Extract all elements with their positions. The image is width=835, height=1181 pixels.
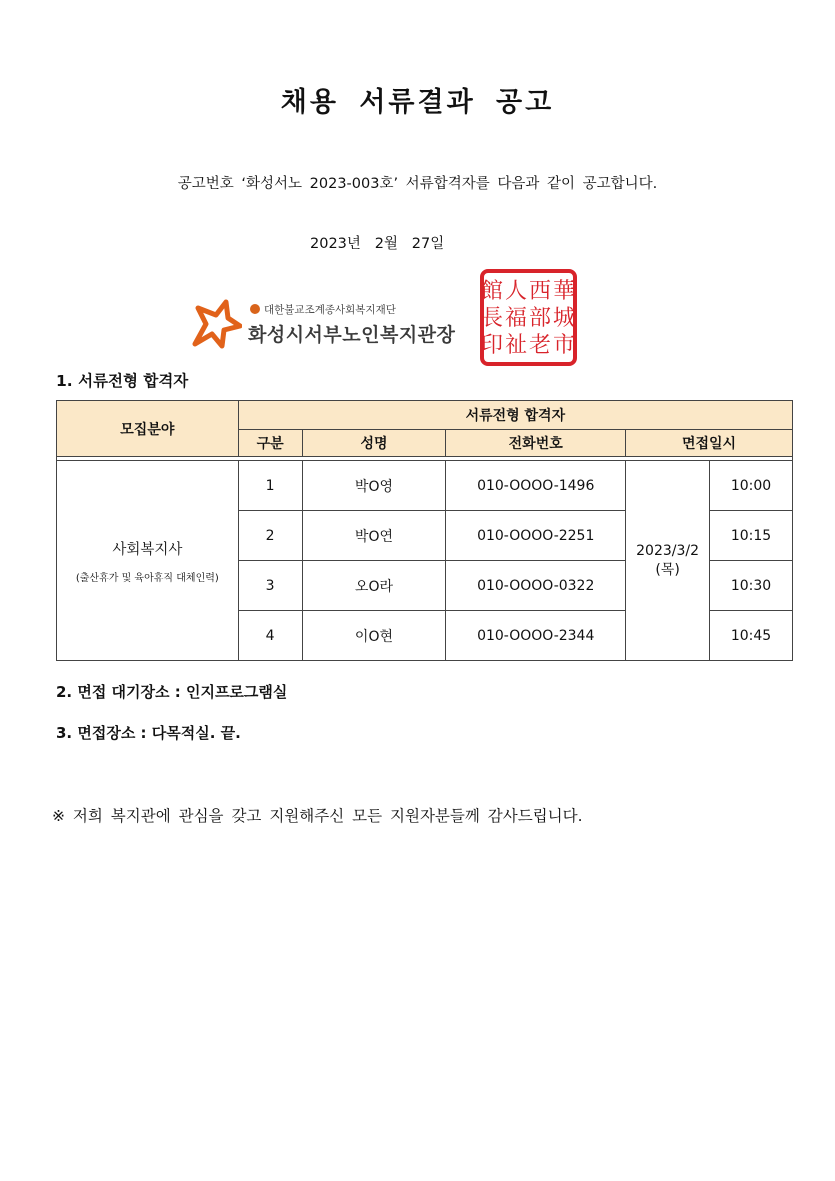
col-name-header: 성명 (302, 430, 446, 457)
seal-character: 長 (480, 306, 504, 331)
table-row (57, 461, 793, 511)
row-no: 1 (238, 461, 302, 511)
seal-character: 華 (552, 279, 576, 304)
interview-day: (목) (655, 561, 680, 578)
seal-character: 祉 (504, 333, 528, 358)
seal-character: 老 (528, 333, 552, 358)
row-no: 2 (238, 511, 302, 561)
field-header: 모집분야 (57, 401, 239, 457)
section-2-waiting-room: 2. 면접 대기장소 : 인지프로그램실 (56, 683, 288, 701)
seal-character: 人 (504, 279, 528, 304)
row-phone: 010-OOOO-0322 (446, 561, 626, 611)
row-name: 박O영 (302, 461, 446, 511)
group-header: 서류전형 합격자 (238, 401, 792, 430)
seal-character: 城 (552, 306, 576, 331)
col-datetime-header: 면접일시 (626, 430, 793, 457)
row-phone: 010-OOOO-2344 (446, 611, 626, 661)
row-time: 10:15 (710, 511, 793, 561)
seal-character: 西 (528, 279, 552, 304)
logo-institution-name: 화성시서부노인복지관장 (248, 324, 456, 346)
closing-note: ※ 저희 복지관에 관심을 갖고 지원해주신 모든 지원자분들께 감사드립니다. (52, 807, 583, 825)
announcement-date: 2023년 2월 27일 (310, 236, 445, 252)
seal-character: 印 (480, 333, 504, 358)
row-name: 박O연 (302, 511, 446, 561)
logo-org-name (250, 302, 396, 317)
section-1-heading: 1. 서류전형 합격자 (56, 372, 189, 390)
seal-character: 市 (552, 333, 576, 358)
organization-logo (192, 296, 467, 356)
col-phone-header: 전화번호 (446, 430, 626, 457)
dharma-wheel-icon (250, 304, 260, 314)
logo-org-text: 대한불교조계종사회복지재단 (264, 304, 396, 316)
applicant-result-table (56, 400, 793, 661)
announcement-intro: 공고번호 ‘화성서노 2023-003호’ 서류합격자를 다음과 같이 공고합니다. (177, 176, 658, 192)
row-name: 오O라 (302, 561, 446, 611)
row-name: 이O현 (302, 611, 446, 661)
row-phone: 010-OOOO-2251 (446, 511, 626, 561)
row-time: 10:45 (710, 611, 793, 661)
seal-character: 部 (528, 306, 552, 331)
col-no-header: 구분 (238, 430, 302, 457)
interview-date: 2023/3/2 (636, 542, 700, 559)
row-time: 10:00 (710, 461, 793, 511)
row-time: 10:30 (710, 561, 793, 611)
seal-character: 福 (504, 306, 528, 331)
section-3-interview-room: 3. 면접장소 : 다목적실. 끝. (56, 724, 241, 742)
field-main: 사회복지사 (112, 541, 183, 558)
seal-character: 館 (480, 279, 504, 304)
flame-logo-icon (192, 298, 242, 350)
interview-date-cell (626, 461, 710, 661)
row-phone: 010-OOOO-1496 (446, 461, 626, 511)
row-no: 4 (238, 611, 302, 661)
recruitment-field-cell (57, 461, 239, 661)
field-sub: (출산휴가 및 육아휴직 대체인력) (75, 572, 219, 584)
row-no: 3 (238, 561, 302, 611)
document-title: 채용 서류결과 공고 (280, 87, 555, 118)
official-seal-stamp (479, 268, 578, 367)
